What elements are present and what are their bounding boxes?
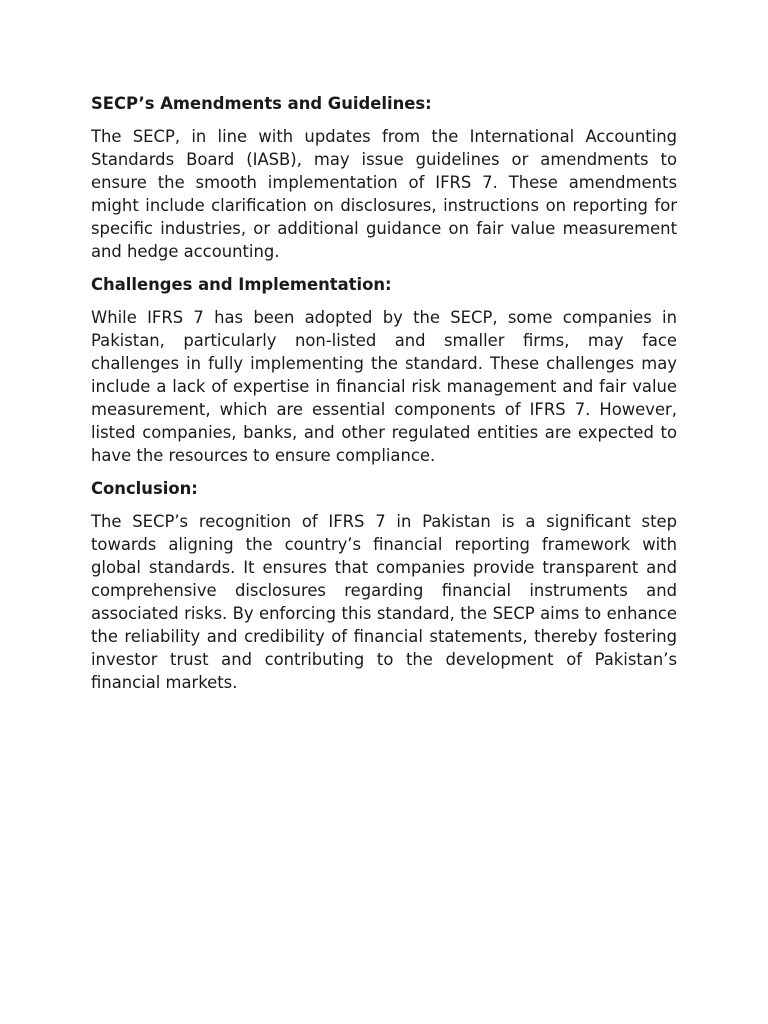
section-challenges [91,273,677,467]
document-page [91,92,677,704]
section-heading: Challenges and Implementation: [91,275,392,294]
section-paragraph: While IFRS 7 has been adopted by the SECP, some companies in Pakistan, particularly non-listed and smaller firms, may face challenges in fully implementing the standard. These challenges may include a lack of expertise in financial risk management and fair value measurement, which are essential components of IFRS 7. However, listed companies, banks, and other regulated entities are expected to have the resources to ensure compliance. [91,308,677,465]
section-paragraph: The SECP’s recognition of IFRS 7 in Pakistan is a significant step towards aligning the country’s financial reporting framework with global standards. It ensures that companies provide transparent and comprehensive disclosures regarding financial instruments and associated risks. By enforcing this standard, the SECP aims to enhance the reliability and credibility of financial statements, thereby fostering investor trust and contributing to the development of Pakistan’s financial markets. [91,512,677,692]
section-paragraph: The SECP, in line with updates from the International Accounting Standards Board (IASB), may issue guidelines or amendments to ensure the smooth implementation of IFRS 7. These amendments might include clarification on disclosures, instructions on reporting for specific industries, or additional guidance on fair value measurement and hedge accounting. [91,127,677,261]
section-amendments [91,92,677,263]
section-heading: SECP’s Amendments and Guidelines: [91,94,432,113]
section-heading: Conclusion: [91,479,198,498]
section-conclusion [91,477,677,694]
